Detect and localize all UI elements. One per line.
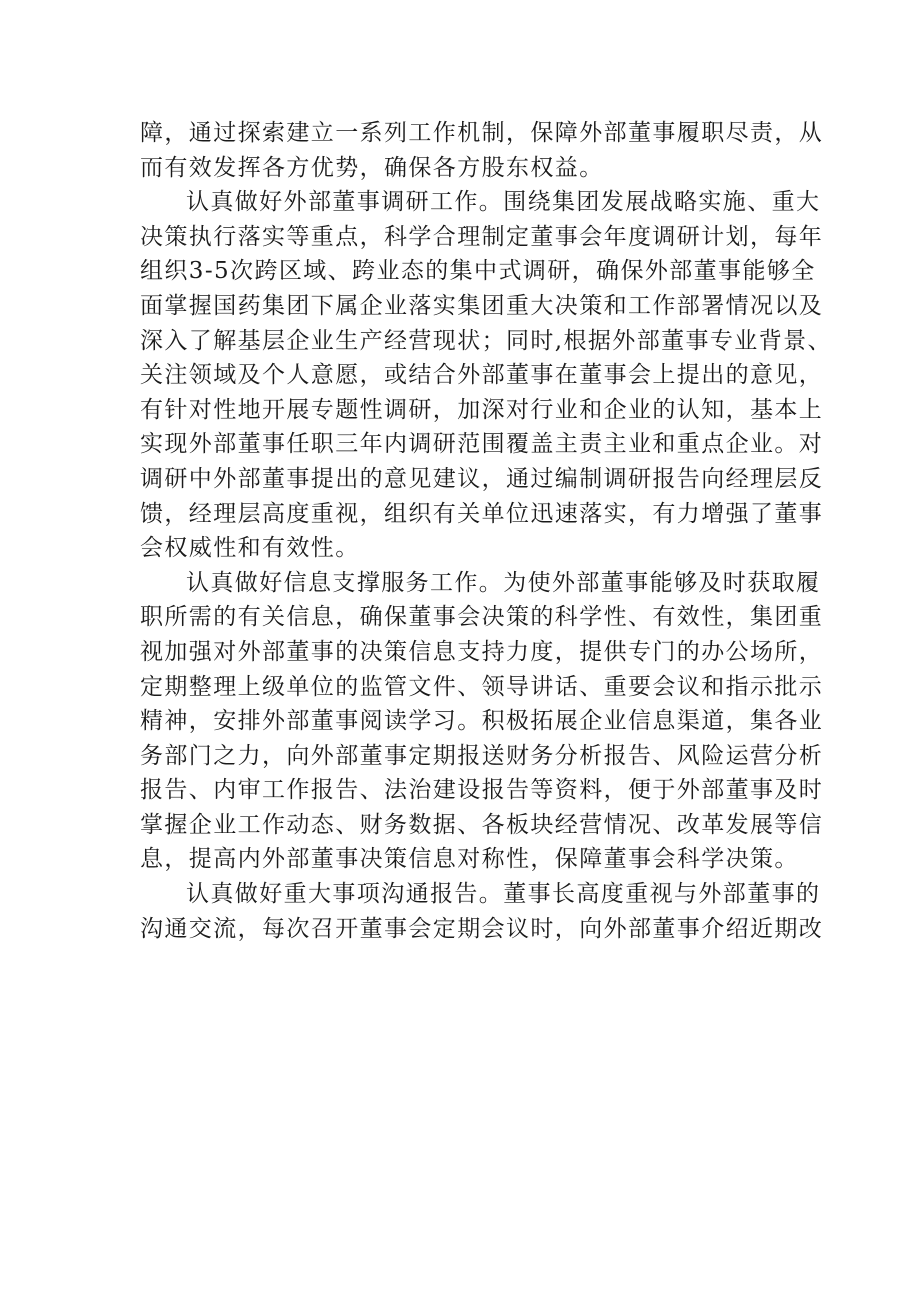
paragraph-information-support (140, 566, 824, 877)
text-line: 组织3-5次跨区域、跨业态的集中式调研，确保外部董事能够全 (140, 258, 816, 285)
text-line: 息，提高内外部董事决策信息对称性，保障董事会科学决策。 (140, 846, 799, 873)
text-line: 馈，经理层高度重视，组织有关单位迅速落实，有力增强了董事 (140, 500, 824, 527)
text-line: 障，通过探索建立一系列工作机制，保障外部董事履职尽责，从 (140, 120, 824, 146)
text-line: 而有效发挥各方优势，确保各方股东权益。 (140, 154, 604, 181)
text-line: 决策执行落实等重点，科学合理制定董事会年度调研计划，每年 (140, 223, 824, 250)
text-line: 深入了解基层企业生产经营现状；同时,根据外部董事专业背景、 (140, 327, 832, 354)
paragraph-major-matters (140, 877, 824, 946)
text-line: 沟通交流，每次召开董事会定期会议时，向外部董事介绍近期改 (140, 915, 824, 942)
text-line: 会权威性和有效性。 (140, 535, 360, 562)
text-line: 调研中外部董事提出的意见建议，通过编制调研报告向经理层反 (140, 465, 824, 492)
text-line: 有针对性地开展专题性调研，加深对行业和企业的认知，基本上 (140, 396, 824, 423)
text-line: 认真做好信息支撑服务工作。为使外部董事能够及时获取履 (186, 569, 821, 596)
text-line: 认真做好重大事项沟通报告。董事长高度重视与外部董事的 (186, 881, 821, 908)
text-line: 掌握企业工作动态、财务数据、各板块经营情况、改革发展等信 (140, 811, 824, 838)
paragraph-research-work (140, 185, 832, 566)
text-line: 报告、内审工作报告、法治建设报告等资料，便于外部董事及时 (140, 777, 824, 804)
text-line: 关注领域及个人意愿，或结合外部董事在董事会上提出的意见， (140, 362, 824, 389)
paragraph-continuation (140, 116, 824, 185)
text-line: 视加强对外部董事的决策信息支持力度，提供专门的办公场所， (140, 638, 824, 665)
text-line: 面掌握国药集团下属企业落实集团重大决策和工作部署情况以及 (140, 292, 824, 319)
text-line: 务部门之力，向外部董事定期报送财务分析报告、风险运营分析 (140, 742, 824, 769)
text-line: 认真做好外部董事调研工作。围绕集团发展战略实施、重大 (186, 189, 821, 216)
text-line: 精神，安排外部董事阅读学习。积极拓展企业信息渠道，集各业 (140, 708, 824, 735)
text-line: 实现外部董事任职三年内调研范围覆盖主责主业和重点企业。对 (140, 431, 824, 458)
text-line: 职所需的有关信息，确保董事会决策的科学性、有效性，集团重 (140, 604, 824, 631)
text-line: 定期整理上级单位的监管文件、领导讲话、重要会议和指示批示 (140, 673, 824, 700)
document-page (140, 116, 832, 946)
